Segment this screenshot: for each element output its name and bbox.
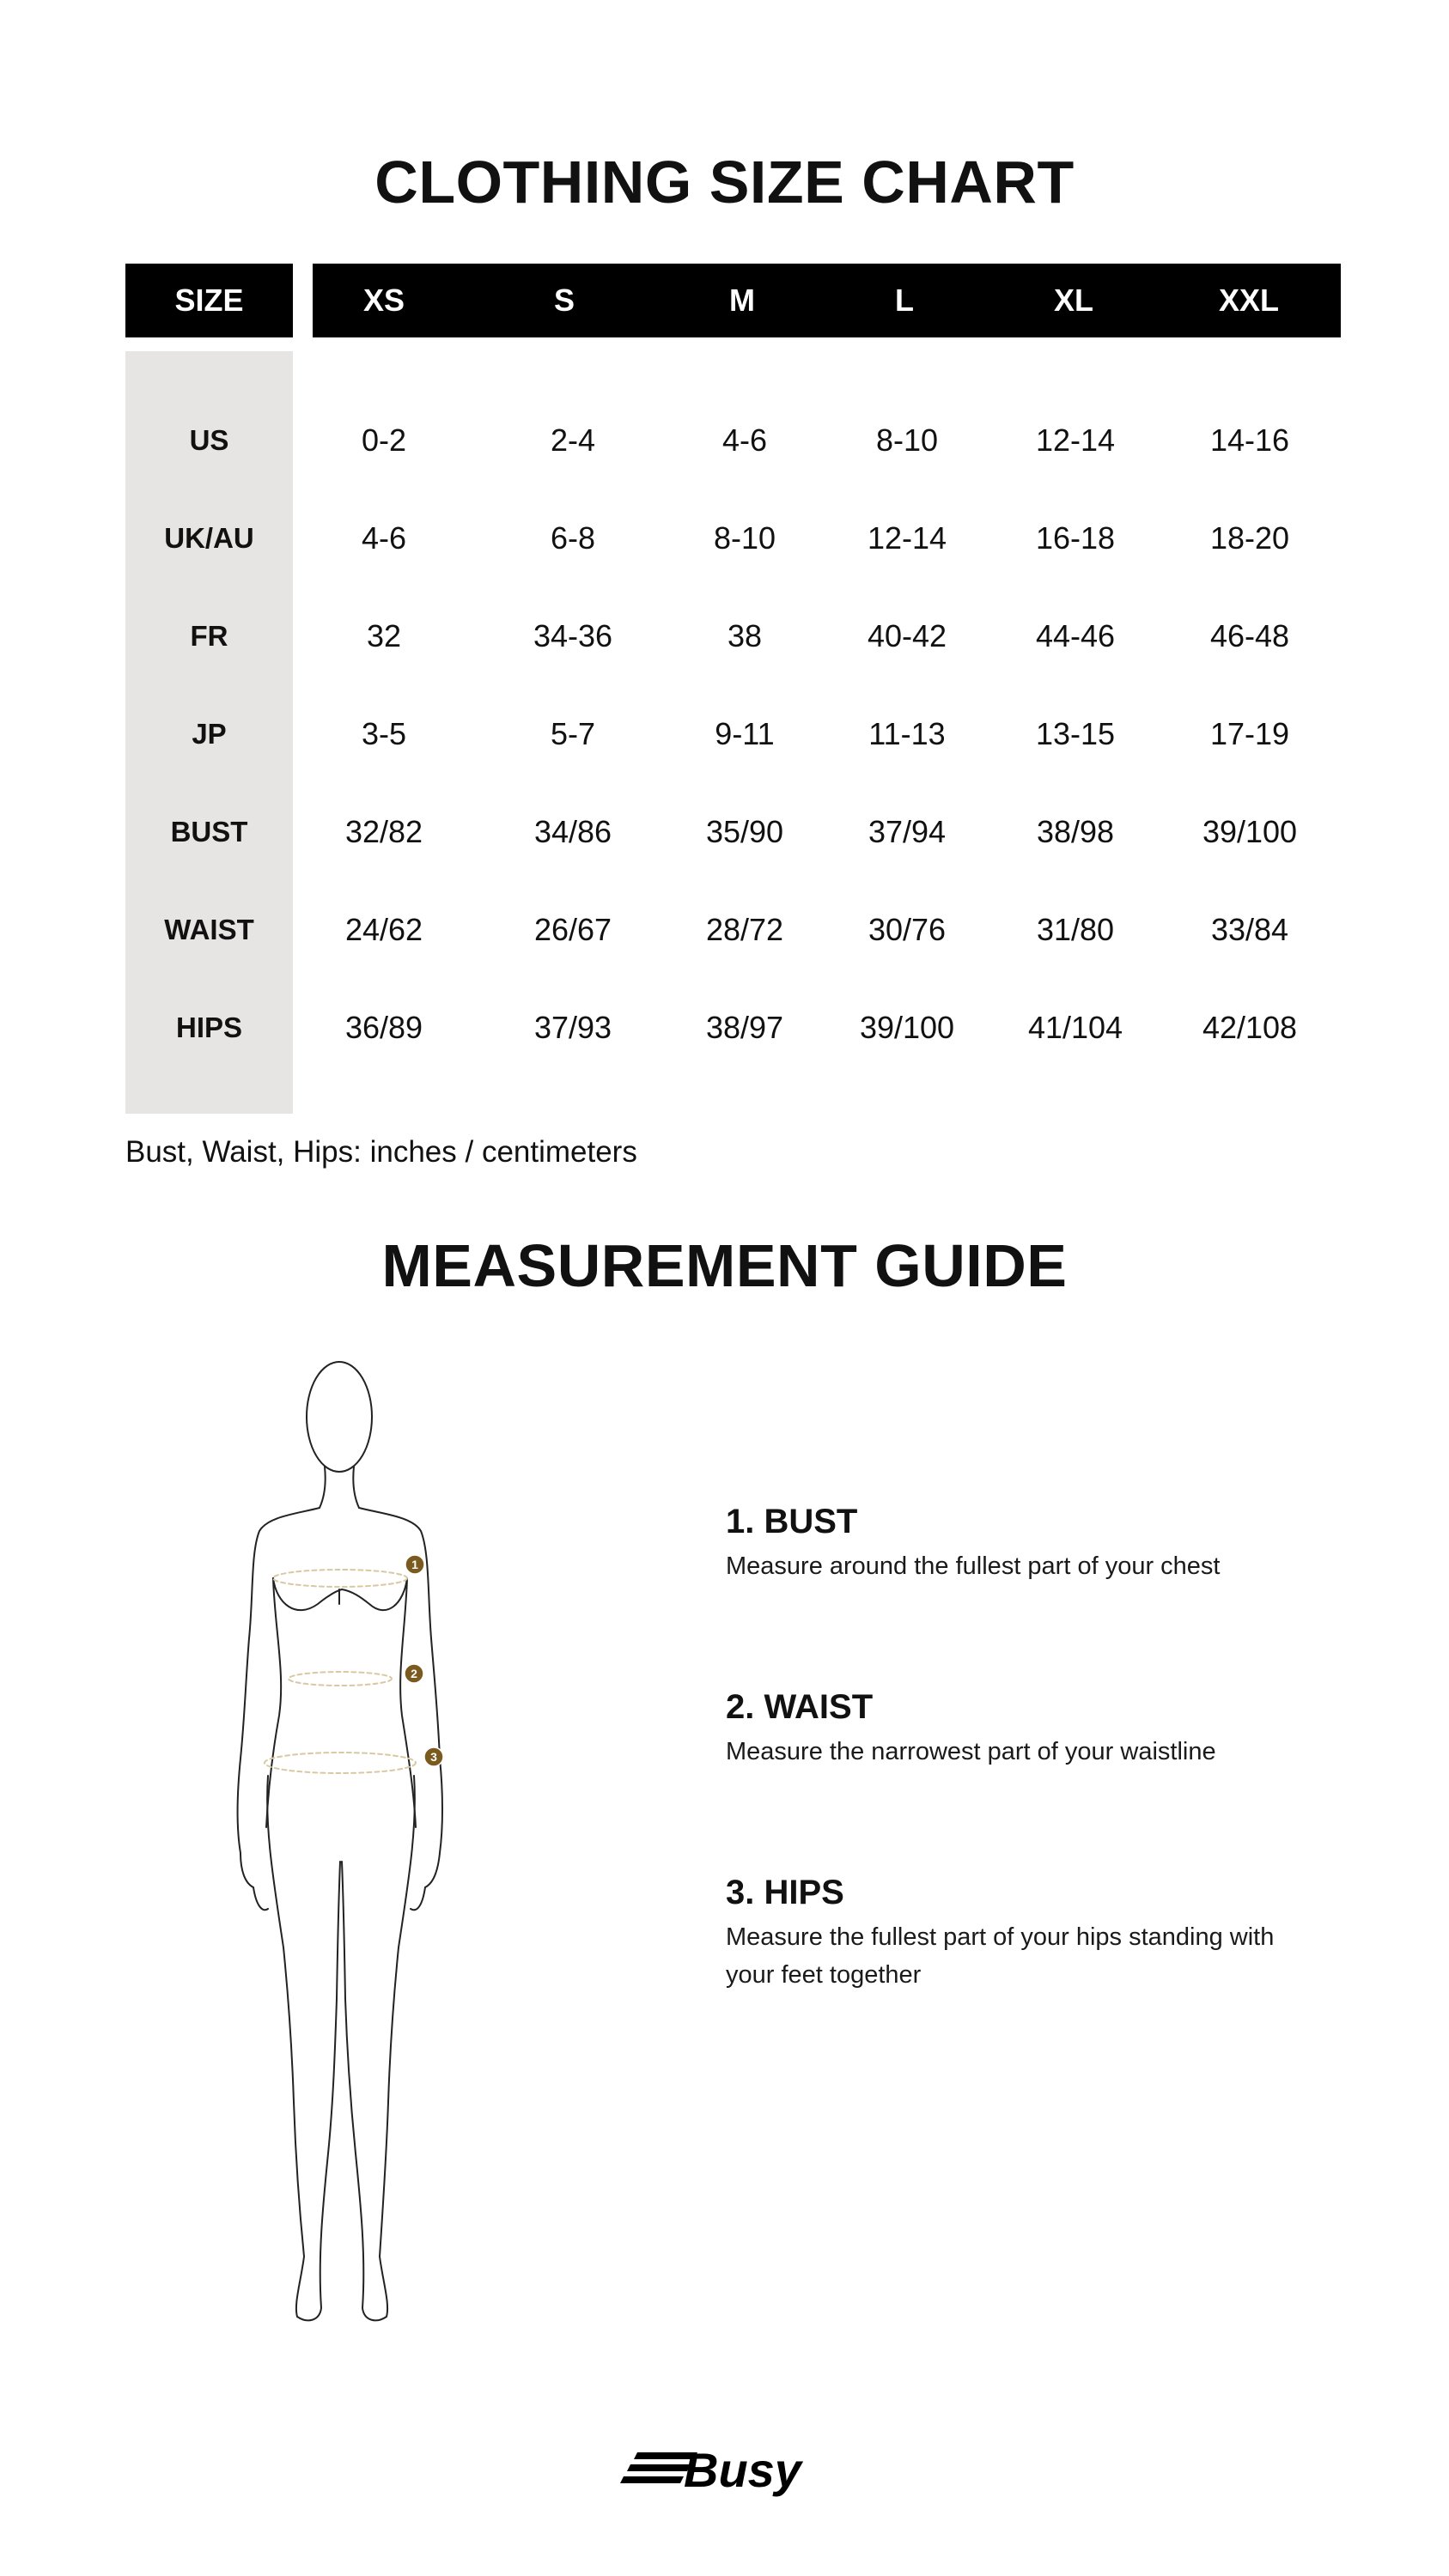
table-cell: 18-20 bbox=[1209, 520, 1290, 556]
guide-item-hips bbox=[726, 1872, 1275, 1994]
brand-logo bbox=[618, 2439, 842, 2507]
table-cell: 12-14 bbox=[1035, 422, 1116, 458]
size-header-label: SIZE bbox=[125, 264, 293, 337]
guide-item-heading: 3. HIPS bbox=[726, 1874, 844, 1911]
table-cell: 16-18 bbox=[1035, 520, 1116, 556]
row-label: HIPS bbox=[175, 1012, 243, 1043]
size-header-bar bbox=[313, 264, 1341, 337]
table-cell: 46-48 bbox=[1209, 618, 1290, 653]
bust-marker bbox=[405, 1555, 424, 1574]
table-cell: 9-11 bbox=[715, 716, 775, 751]
table-cell: 44-46 bbox=[1035, 618, 1116, 653]
row-label: WAIST bbox=[164, 914, 254, 945]
table-cell: 32 bbox=[366, 618, 402, 653]
table-cell: 32/82 bbox=[344, 814, 423, 849]
table-cell: 42/108 bbox=[1202, 1010, 1298, 1045]
row-label: FR bbox=[190, 620, 228, 652]
table-cell: 3-5 bbox=[361, 716, 407, 751]
svg-text:3: 3 bbox=[430, 1750, 437, 1764]
table-cell: 8-10 bbox=[875, 422, 939, 458]
table-cell: 5-7 bbox=[550, 716, 596, 751]
table-cell: 39/100 bbox=[1202, 814, 1298, 849]
figure-right-arm-inner bbox=[400, 1578, 416, 1827]
table-row bbox=[0, 513, 1449, 564]
table-cell: 4-6 bbox=[361, 520, 407, 556]
table-cell: 40-42 bbox=[867, 618, 947, 653]
table-cell: 35/90 bbox=[705, 814, 784, 849]
table-cell: 38 bbox=[727, 618, 763, 653]
svg-text:1: 1 bbox=[411, 1558, 418, 1571]
table-row bbox=[0, 1002, 1449, 1054]
guide-item-text: Measure around the fullest part of your chest bbox=[726, 1552, 1221, 1580]
figure-neck bbox=[320, 1467, 359, 1508]
row-label: US bbox=[189, 424, 229, 456]
table-cell: 36/89 bbox=[344, 1010, 423, 1045]
table-row bbox=[0, 611, 1449, 662]
table-cell: 24/62 bbox=[344, 912, 423, 947]
guide-title: MEASUREMENT GUIDE bbox=[381, 1232, 1068, 1299]
guide-item-waist bbox=[726, 1686, 1327, 1771]
table-cell: 34-36 bbox=[533, 618, 613, 653]
table-cell: 0-2 bbox=[361, 422, 407, 458]
figure-right-leg bbox=[342, 1776, 415, 2320]
table-cell: 30/76 bbox=[868, 912, 947, 947]
chart-title: CLOTHING SIZE CHART bbox=[374, 149, 1075, 216]
table-cell: 37/93 bbox=[533, 1010, 612, 1045]
figure-left-outline bbox=[238, 1508, 320, 1887]
guide-item-heading: 2. WAIST bbox=[726, 1688, 874, 1726]
size-column-header: S bbox=[553, 283, 575, 318]
size-column-header: XXL bbox=[1218, 283, 1279, 318]
table-cell: 4-6 bbox=[721, 422, 768, 458]
waist-measure-line bbox=[289, 1672, 392, 1686]
table-cell: 12-14 bbox=[867, 520, 947, 556]
table-cell: 31/80 bbox=[1036, 912, 1115, 947]
size-column-header: XS bbox=[362, 283, 405, 318]
hips-marker bbox=[424, 1747, 443, 1766]
table-cell: 2-4 bbox=[550, 422, 596, 458]
row-label: BUST bbox=[170, 816, 248, 848]
hips-measure-line bbox=[265, 1753, 416, 1773]
table-cell: 13-15 bbox=[1035, 716, 1116, 751]
table-cell: 38/97 bbox=[705, 1010, 784, 1045]
waist-marker bbox=[405, 1664, 423, 1683]
table-row bbox=[0, 708, 1449, 760]
bust-measure-line bbox=[273, 1570, 407, 1587]
guide-item-text: Measure the fullest part of your hips standing with your feet together bbox=[726, 1923, 1275, 1989]
table-cell: 14-16 bbox=[1209, 422, 1290, 458]
row-label: JP bbox=[192, 718, 227, 750]
table-cell: 39/100 bbox=[859, 1010, 955, 1045]
svg-text:2: 2 bbox=[411, 1667, 417, 1680]
units-note: Bust, Waist, Hips: inches / centimeters bbox=[125, 1135, 637, 1169]
size-column-header: M bbox=[729, 283, 755, 318]
size-column-header: XL bbox=[1053, 283, 1093, 318]
table-row bbox=[0, 904, 1449, 956]
table-cell: 41/104 bbox=[1027, 1010, 1123, 1045]
brand-wordmark: Busy bbox=[684, 2443, 801, 2497]
table-cell: 17-19 bbox=[1209, 716, 1290, 751]
table-cell: 6-8 bbox=[550, 520, 596, 556]
figure-left-arm-inner bbox=[266, 1578, 281, 1827]
figure-head bbox=[307, 1362, 372, 1472]
size-column-header: L bbox=[895, 283, 914, 318]
guide-item-heading: 1. BUST bbox=[726, 1503, 858, 1540]
table-cell: 28/72 bbox=[705, 912, 784, 947]
table-cell: 37/94 bbox=[868, 814, 947, 849]
figure-left-leg bbox=[267, 1776, 340, 2320]
guide-item-bust bbox=[726, 1501, 1327, 1585]
table-cell: 11-13 bbox=[868, 716, 946, 751]
table-row bbox=[0, 806, 1449, 858]
body-figure-illustration bbox=[215, 1346, 472, 2351]
guide-item-text: Measure the narrowest part of your waistline bbox=[726, 1738, 1216, 1765]
table-cell: 38/98 bbox=[1036, 814, 1115, 849]
row-label: UK/AU bbox=[164, 522, 254, 554]
table-row bbox=[0, 415, 1449, 466]
table-cell: 33/84 bbox=[1210, 912, 1289, 947]
table-cell: 8-10 bbox=[713, 520, 776, 556]
table-cell: 34/86 bbox=[533, 814, 612, 849]
table-cell: 26/67 bbox=[533, 912, 612, 947]
